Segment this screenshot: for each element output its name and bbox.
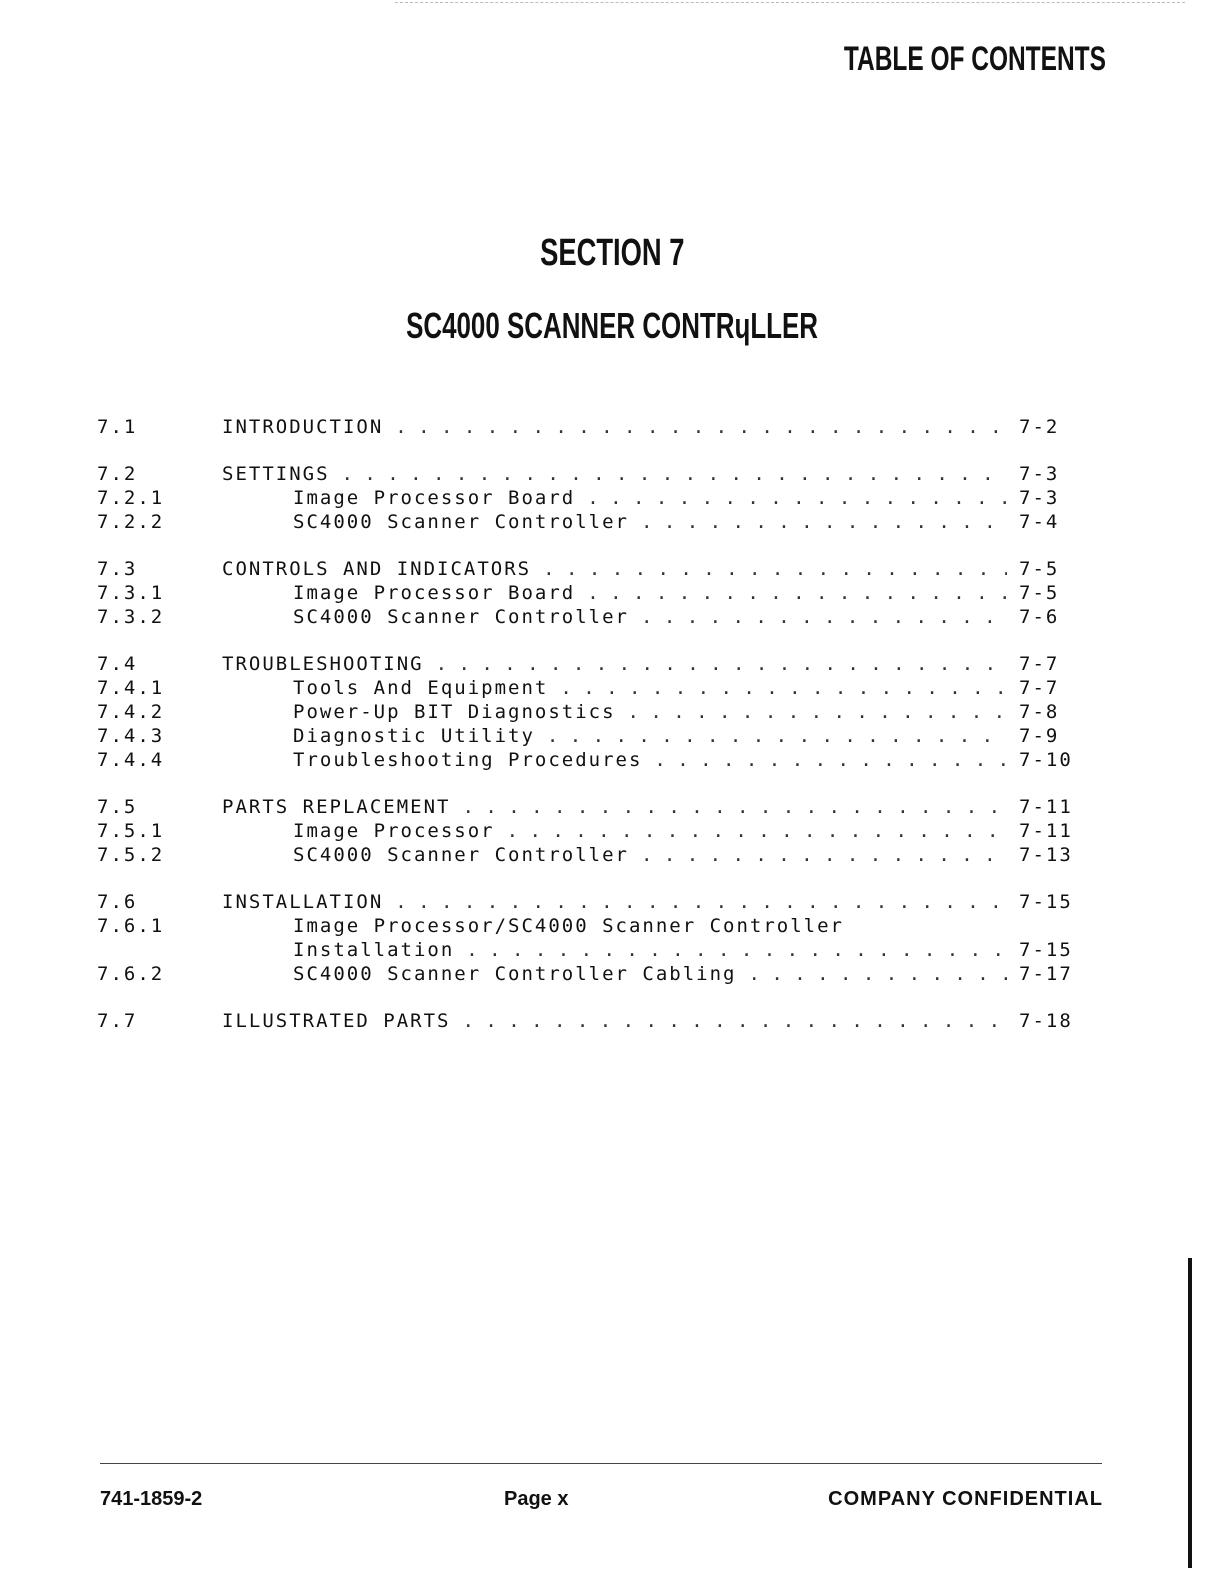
toc-entry-title: Diagnostic Utility [293,725,535,747]
toc-group [97,415,1077,439]
toc-dot-leader [749,962,1008,986]
toc-dot-leader [587,486,1007,510]
toc-entry-number: 7.6 [97,891,138,913]
toc-entry-title: SC4000 Scanner Controller [293,844,629,866]
toc-entry-number: 7.5 [97,796,138,818]
toc-entry[interactable] [97,962,1077,986]
toc-entry-title: CONTROLS AND INDICATORS [222,558,532,580]
toc-entry[interactable] [97,890,1077,914]
toc-entry[interactable] [97,700,1077,724]
toc-group [97,795,1077,867]
toc-entry-page: 7-6 [1019,606,1060,628]
footer-confidential: COMPANY CONFIDENTIAL [828,1488,1103,1510]
toc-entry-page: 7-5 [1019,582,1060,604]
toc-entry-title: Installation [293,939,455,961]
toc-entry-title: Tools And Equipment [293,677,549,699]
toc-entry-page: 7-7 [1019,677,1060,699]
toc-dot-leader [462,795,1007,819]
toc-entry-page: 7-15 [1019,939,1073,961]
toc-dot-leader [587,581,1007,605]
toc-entry-title: Troubleshooting Procedures [293,749,643,771]
toc-entry-number: 7.3.1 [97,582,165,604]
toc-dot-leader [654,748,1007,772]
toc-entry-title: PARTS REPLACEMENT [222,796,451,818]
toc-entry[interactable] [97,462,1077,486]
toc-entry-page: 7-18 [1019,1010,1073,1032]
toc-entry[interactable] [97,605,1077,629]
top-edge-rule [395,2,1185,3]
footer-page-label: Page x [504,1488,569,1510]
toc-entry-number: 7.5.2 [97,844,165,866]
toc-dot-leader [395,890,1007,914]
section-number-heading [0,232,1224,275]
toc-entry[interactable] [97,914,1077,938]
toc-entry-number: 7.2 [97,463,138,485]
toc-group [97,557,1077,629]
toc-entry[interactable] [97,938,1077,962]
toc-entry[interactable] [97,724,1077,748]
toc-entry[interactable] [97,581,1077,605]
toc-entry-title: Image Processor Board [293,582,576,604]
footer-doc-number: 741-1859-2 [100,1488,203,1510]
toc-dot-leader [342,462,1007,486]
toc-entry[interactable] [97,486,1077,510]
toc-entry-number: 7.4 [97,653,138,675]
toc-dot-leader [507,819,1007,843]
toc-entry-number: 7.2.1 [97,487,165,509]
toc-entry-title: Image Processor [293,820,495,842]
toc-entry-number: 7.6.2 [97,963,165,985]
toc-entry[interactable] [97,652,1077,676]
toc-entry-page: 7-4 [1019,511,1060,533]
toc-dot-leader [628,700,1007,724]
toc-group [97,1009,1077,1033]
toc-entry[interactable] [97,819,1077,843]
toc-entry-page: 7-9 [1019,725,1060,747]
toc-group [97,890,1077,986]
toc-entry-title: INTRODUCTION [222,416,384,438]
toc-entry-title: SC4000 Scanner Controller Cabling [293,963,737,985]
toc-dot-leader [641,605,1007,629]
toc-entry-number: 7.4.4 [97,749,165,771]
toc-entry-page: 7-15 [1019,891,1073,913]
toc-entry-number: 7.1 [97,416,138,438]
toc-dot-leader [436,652,1007,676]
toc-entry-page: 7-11 [1019,820,1073,842]
section-title-text: SC4000 SCANNER CONTRɥLLER [406,305,818,346]
section-title-heading [0,305,1224,347]
toc-entry-title: TROUBLESHOOTING [222,653,424,675]
toc-entry-number: 7.6.1 [97,915,165,937]
toc-entry-number: 7.2.2 [97,511,165,533]
toc-dot-leader [560,676,1007,700]
right-edge-bar [1188,1258,1192,1568]
toc-dot-leader [395,415,1007,439]
toc-entry[interactable] [97,795,1077,819]
toc-group [97,462,1077,534]
toc-entry-page: 7-17 [1019,963,1073,985]
toc-entry-number: 7.5.1 [97,820,165,842]
toc-entry-page: 7-2 [1019,416,1060,438]
toc-entry[interactable] [97,748,1077,772]
toc-entry-title: INSTALLATION [222,891,384,913]
toc-entry-title: Image Processor Board [293,487,576,509]
toc-entry[interactable] [97,1009,1077,1033]
toc-entry-number: 7.4.1 [97,677,165,699]
toc-entry-page: 7-8 [1019,701,1060,723]
toc-dot-leader [641,843,1007,867]
toc-entry-title: SC4000 Scanner Controller [293,606,629,628]
toc-entry-title: SETTINGS [222,463,330,485]
toc-entry[interactable] [97,676,1077,700]
toc-entry[interactable] [97,510,1077,534]
toc-dot-leader [543,557,1007,581]
toc-entry-title: SC4000 Scanner Controller [293,511,629,533]
toc-entry-page: 7-5 [1019,558,1060,580]
toc-dot-leader [462,1009,1007,1033]
toc-entry-title: Image Processor/SC4000 Scanner Controller [293,915,844,937]
toc-entry-page: 7-13 [1019,844,1073,866]
toc-entry-number: 7.4.2 [97,701,165,723]
toc-dot-leader [641,510,1007,534]
section-number-text: SECTION 7 [539,232,685,274]
toc-entry-title: Power-Up BIT Diagnostics [293,701,616,723]
toc-entry-number: 7.7 [97,1010,138,1032]
toc-entry-page: 7-11 [1019,796,1073,818]
toc-group [97,652,1077,772]
toc-entry-page: 7-7 [1019,653,1060,675]
toc-entry[interactable] [97,557,1077,581]
toc-dot-leader [466,938,1007,962]
toc-entry-number: 7.3 [97,558,138,580]
table-of-contents [97,415,1077,1056]
toc-entry[interactable] [97,415,1077,439]
footer-rule [100,1463,1102,1464]
toc-dot-leader [547,724,1007,748]
toc-entry[interactable] [97,843,1077,867]
toc-entry-page: 7-3 [1019,463,1060,485]
page-header-title: TABLE OF CONTENTS [843,40,1106,78]
toc-entry-title: ILLUSTRATED PARTS [222,1010,451,1032]
toc-entry-number: 7.4.3 [97,725,165,747]
toc-entry-number: 7.3.2 [97,606,165,628]
toc-entry-page: 7-3 [1019,487,1060,509]
toc-entry-page: 7-10 [1019,749,1073,771]
